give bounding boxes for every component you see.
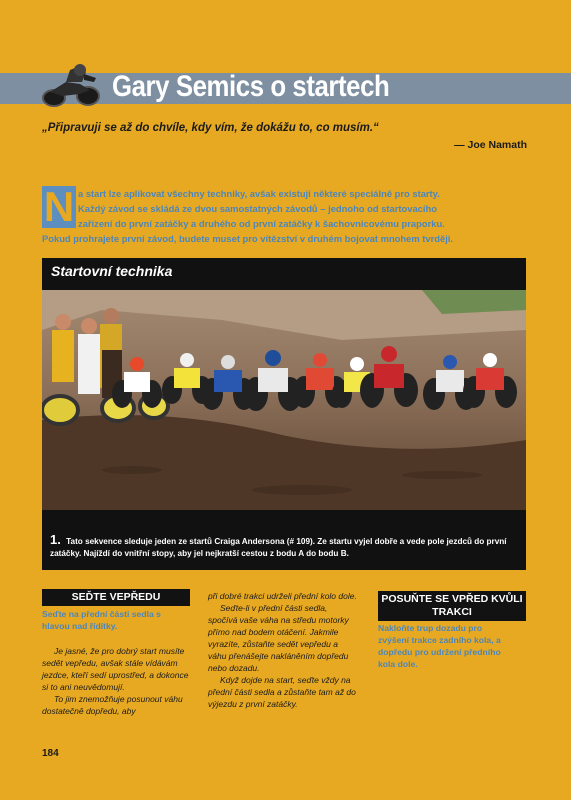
motocross-rider-icon: [40, 62, 102, 108]
left-column-highlight: Seďte na přední části sedla s hlavou nad řídítky.: [42, 609, 161, 631]
page-title: Gary Semics o startech: [112, 70, 390, 103]
quote-author: — Joe Namath: [454, 139, 527, 151]
intro-line: zařízení do první zatáčky a druhého od první zatáčky k šachovnicovému praporku.: [78, 218, 445, 229]
figure-caption: [50, 534, 520, 560]
caption-text: Tato sekvence sleduje jeden ze startů Craiga Andersona (# 109). Ze startu vyjel dobře a vede pole jezdců do první zatáčky. Najíždí do vnitřní stopy, aby jel nejkratší cestou z bodu A do bodu B.: [50, 537, 507, 558]
left-column-text: [42, 645, 192, 717]
figure-box: [42, 258, 526, 570]
right-column-heading: POSUŇTE SE VPŘED KVŮLI TRAKCI: [378, 591, 526, 621]
paragraph: Seďte-li v přední části sedla, spočívá vaše váha na středu motorky přímo nad bodem otáčení. Jakmile vyrazíte, zůstaňte sedět vepředu a váhu přenášejte nakláněním dopředu nebo dozadu.: [208, 603, 349, 673]
right-column-highlight: Nakloňte trup dozadu pro zvýšení trakce zadního kola, a dopředu pro udržení předního kola dole.: [378, 623, 501, 669]
middle-column-text: [208, 590, 358, 710]
quote-text: „Připravuji se až do chvíle, kdy vím, že dokážu to, co musím.“: [42, 122, 379, 134]
paragraph: Když dojde na start, seďte vždy na přední části sedla a zůstaňte tam až do výjezdu z první zatáčky.: [208, 675, 356, 709]
paragraph: při dobré trakci udrželi přední kolo dole.: [208, 591, 357, 601]
intro-line: Každý závod se skládá ze dvou samostatných závodů – jednoho od startovacího: [78, 203, 437, 214]
intro-line: a start lze aplikovat všechny techniky, avšak existují některé speciálně pro starty.: [78, 188, 440, 199]
left-column-heading: SEĎTE VEPŘEDU: [42, 589, 190, 606]
motocross-start-photo: [42, 290, 526, 510]
page-number: 184: [42, 748, 59, 759]
paragraph: To jim znemožňuje posunout váhu dostatečně dopředu, aby: [42, 694, 183, 716]
intro-line: Pokud prohrajete první závod, budete muset pro vítězství v druhém bojovat mnohem tvrději.: [42, 233, 454, 244]
figure-title: Startovní technika: [51, 263, 173, 279]
drop-cap: N: [43, 183, 75, 230]
paragraph: Je jasné, že pro dobrý start musíte sedět vepředu, avšak stále vídávám jezdce, kteří sedí uprostřed, a dokonce si to ani neuvědomují.: [42, 646, 189, 692]
caption-number: 1.: [50, 532, 61, 547]
intro-paragraph: [42, 183, 534, 246]
